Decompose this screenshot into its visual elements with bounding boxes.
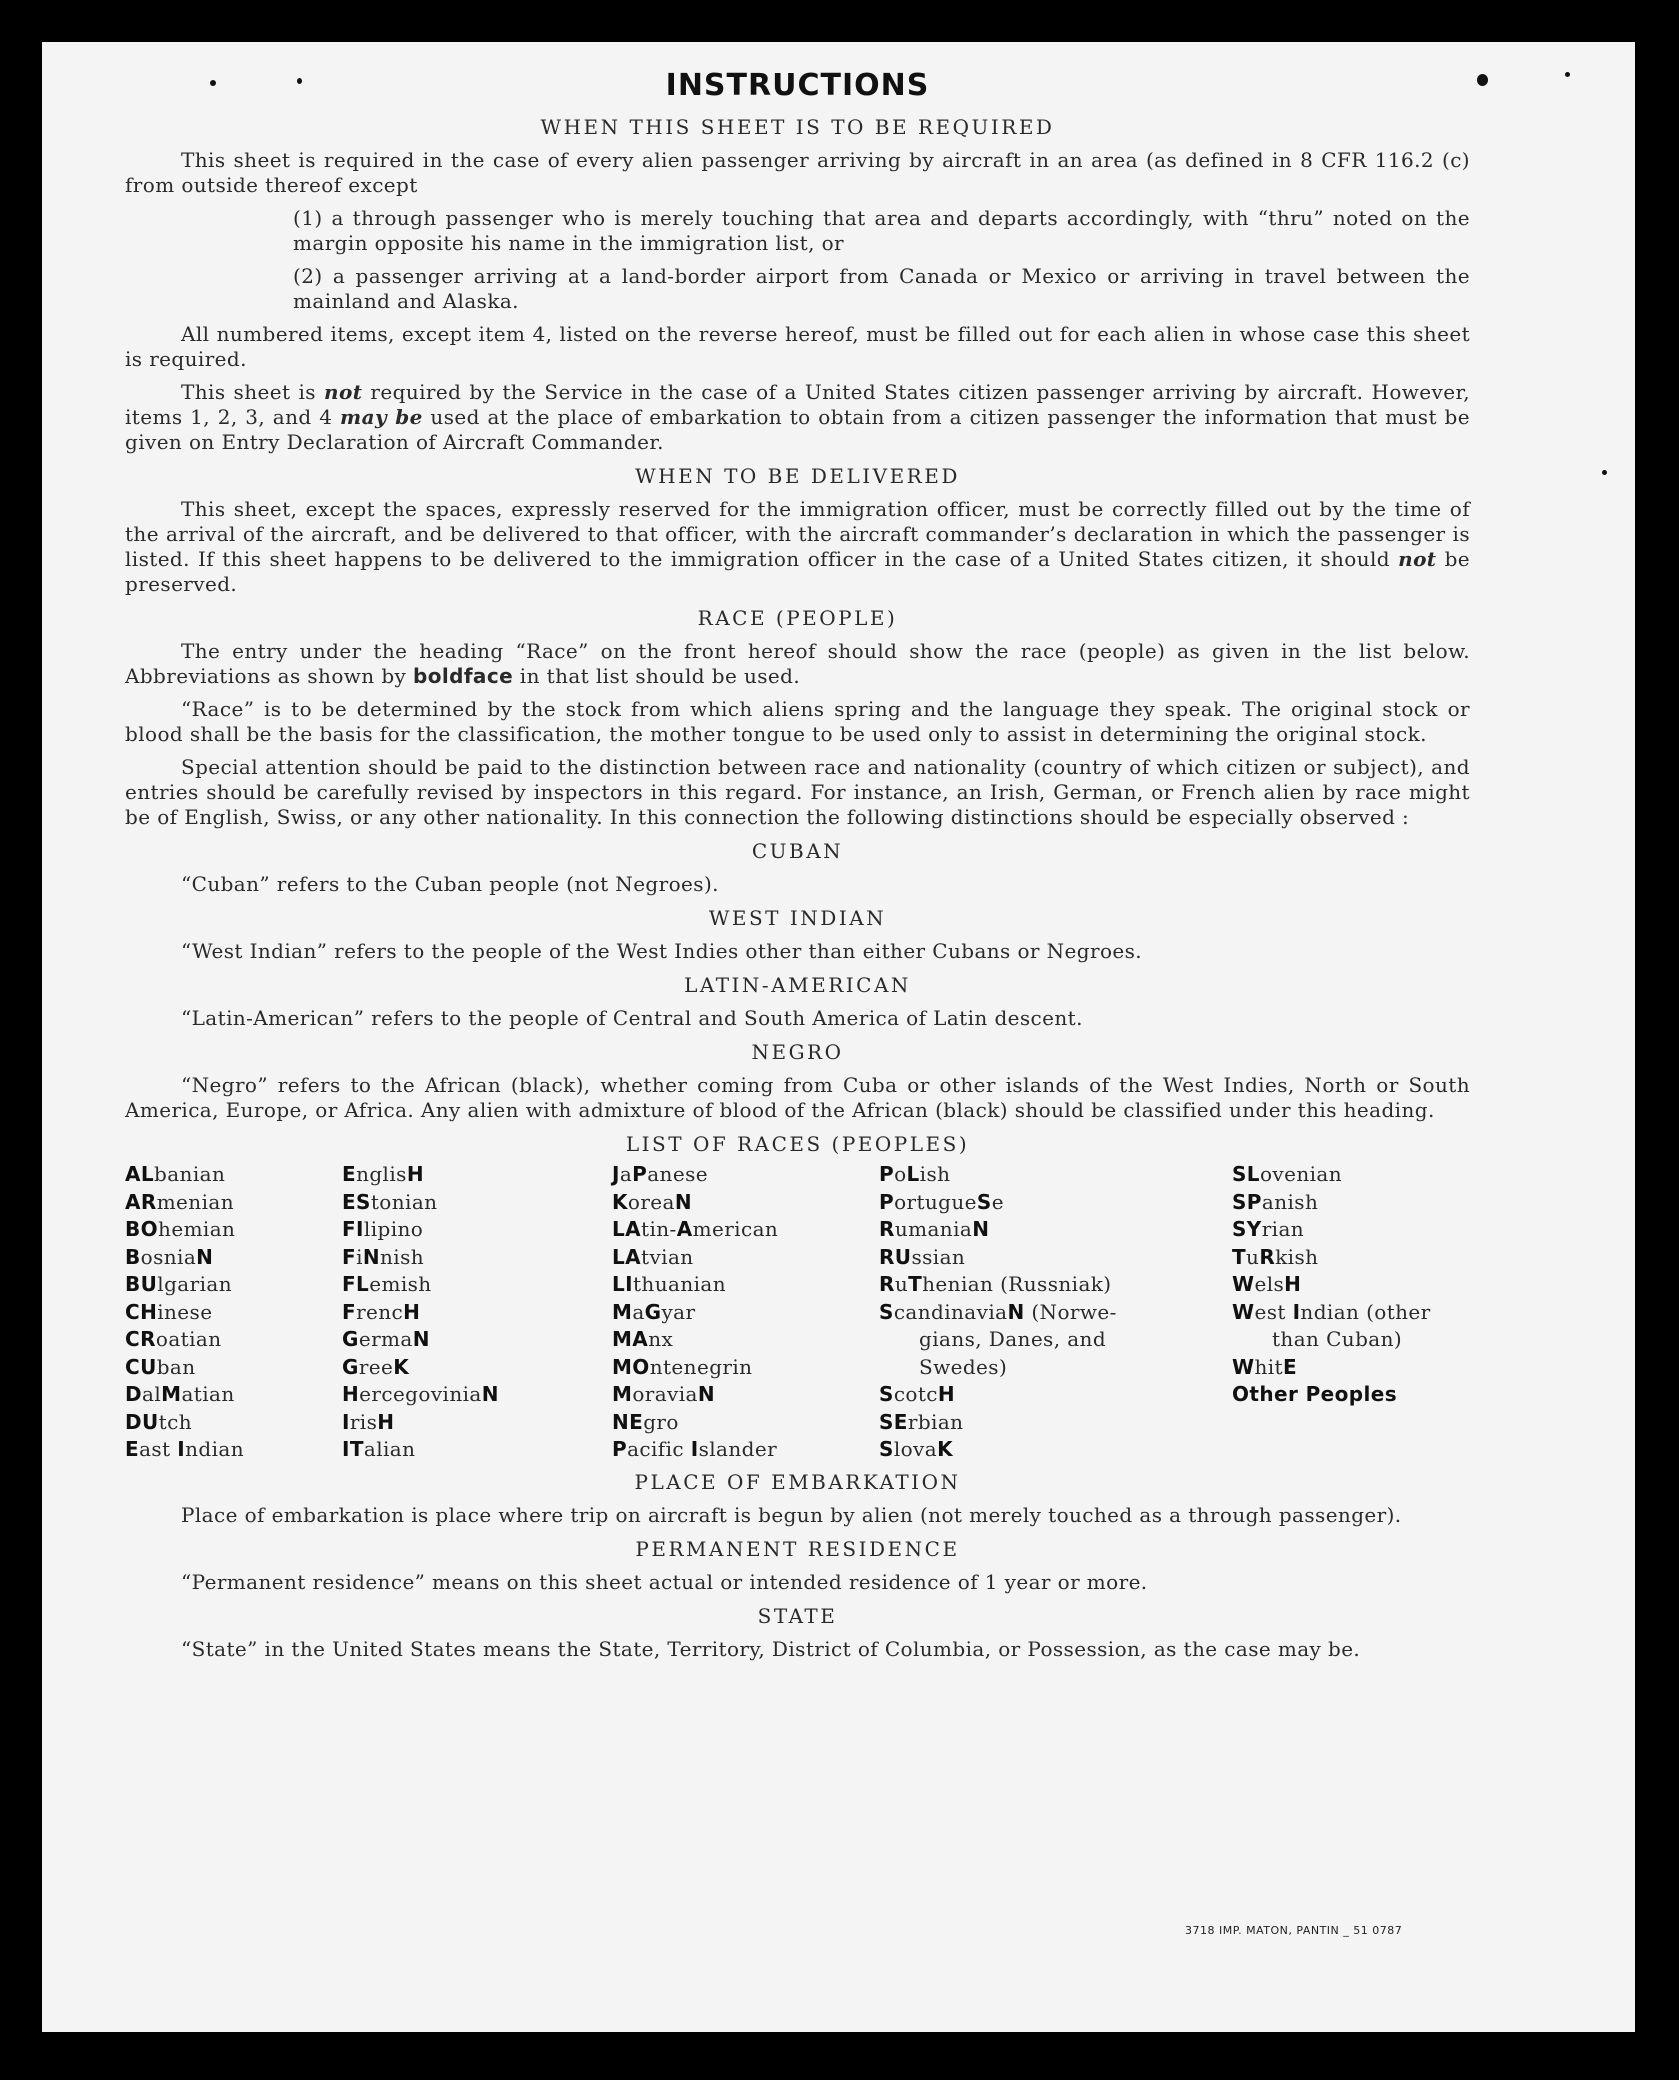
race-text: anish — [1261, 1189, 1319, 1214]
race-text: u — [894, 1272, 909, 1296]
race-text: ree — [358, 1354, 394, 1379]
race-text: a — [619, 1162, 633, 1186]
heading-west-indian: WEST INDIAN — [708, 906, 887, 930]
race-abbrev: H — [403, 1299, 421, 1324]
race-abbrev: BU — [125, 1272, 158, 1296]
races-column-2 — [342, 1161, 602, 1464]
race-abbrev: M — [161, 1382, 182, 1406]
race-entry — [342, 1244, 602, 1272]
when-required-intro: This sheet is required in the case of every alien passenger arriving by aircraft in an area (as defined in 8 CFR 116.2 (c) from outside thereof except — [125, 148, 1470, 197]
race-entry — [342, 1216, 602, 1244]
race-entry — [342, 1189, 602, 1217]
race-text: u — [1246, 1244, 1260, 1269]
race-abbrev: N — [362, 1244, 380, 1269]
west-indian-text: “West Indian” refers to the people of the West Indies other than either Cubans or Negroes. — [181, 939, 1143, 963]
race-abbrev: NE — [612, 1409, 644, 1434]
speck — [1477, 74, 1488, 86]
race-text: ovenian — [1259, 1162, 1343, 1186]
race-abbrev: G — [644, 1299, 662, 1324]
race-text: inese — [157, 1299, 213, 1324]
races-column-3 — [612, 1161, 872, 1464]
text-run: required by the Service in the case of a United States citizen passenger arriving by aircraft. However, items 1, 2, 3, and 4 — [125, 380, 1470, 429]
race-entry — [125, 1381, 335, 1409]
race-text: slander — [698, 1437, 778, 1461]
place-of-embarkation-text: Place of embarkation is place where trip on aircraft is begun by alien (not merely touched as a through passenger). — [181, 1503, 1402, 1527]
heading-when-required: WHEN THIS SHEET IS TO BE REQUIRED — [540, 115, 1055, 139]
race-entry — [342, 1381, 602, 1409]
race-abbrev: ES — [342, 1189, 371, 1214]
race-text: thuanian — [633, 1272, 727, 1296]
race-entry — [879, 1326, 1169, 1354]
race-entry — [342, 1161, 602, 1189]
heading-when-delivered: WHEN TO BE DELIVERED — [635, 464, 960, 488]
race-abbrev: F — [342, 1244, 357, 1269]
race-entry — [125, 1189, 335, 1217]
race-abbrev: CR — [125, 1327, 156, 1351]
heading-cuban: CUBAN — [751, 839, 844, 863]
race-entry — [125, 1244, 335, 1272]
race-text: osnia — [140, 1244, 197, 1269]
race-text: ast — [139, 1437, 178, 1461]
speck — [1565, 72, 1570, 77]
race-text: acific — [627, 1437, 691, 1461]
race-abbrev: H — [406, 1162, 424, 1186]
race-abbrev: N — [1007, 1299, 1025, 1324]
race-abbrev: R — [1259, 1244, 1276, 1269]
race-text: atian — [181, 1382, 235, 1406]
speck — [1602, 470, 1607, 475]
heading-race: RACE (PEOPLE) — [697, 606, 898, 630]
race-abbrev: FI — [342, 1217, 364, 1241]
when-delivered-para — [125, 497, 1470, 597]
race-entry — [612, 1299, 872, 1327]
race-para-1 — [125, 639, 1470, 689]
text-run: This sheet, except the spaces, expressly reserved for the immigration officer, must be correctly filled out by the time of the arrival of the aircraft, and be delivered to that officer, with the aircraft commander’s declaration in which the passenger is listed. If this sheet happens to be delivered to the immigration officer in the case of a United States citizen, it should — [125, 497, 1470, 571]
race-text: tin- — [641, 1217, 677, 1241]
emphasis-not: not — [1398, 547, 1437, 571]
heading-negro: NEGRO — [751, 1040, 844, 1064]
race-entry — [125, 1409, 335, 1437]
race-abbrev: P — [632, 1162, 648, 1186]
race-abbrev: SL — [1232, 1162, 1260, 1186]
race-text: tch — [158, 1409, 192, 1434]
race-entry — [342, 1354, 602, 1382]
race-abbrev: G — [342, 1327, 359, 1351]
race-abbrev: LA — [612, 1217, 642, 1241]
race-entry — [879, 1189, 1169, 1217]
race-text: umania — [894, 1217, 973, 1241]
race-text: emish — [369, 1272, 432, 1296]
race-abbrev: P — [879, 1189, 895, 1214]
heading-place-of-embarkation: PLACE OF EMBARKATION — [634, 1470, 961, 1494]
race-abbrev: I — [1292, 1299, 1301, 1324]
race-entry — [879, 1244, 1169, 1272]
race-text: ndian (other — [1300, 1299, 1431, 1324]
race-text: ish — [919, 1162, 951, 1186]
race-abbrev: S — [879, 1299, 894, 1324]
race-text: tvian — [641, 1244, 694, 1269]
race-text: Swedes) — [919, 1354, 1008, 1379]
race-entry — [125, 1436, 335, 1464]
race-abbrev: LA — [612, 1244, 642, 1269]
race-abbrev: T — [908, 1272, 923, 1296]
race-text: tonian — [370, 1189, 438, 1214]
race-text: rian — [1261, 1217, 1305, 1241]
emphasis-may-be: may be — [340, 405, 423, 429]
race-abbrev: IT — [342, 1437, 364, 1461]
heading-state: STATE — [757, 1604, 838, 1628]
race-abbrev: MO — [612, 1354, 650, 1379]
emphasis-not: not — [324, 380, 363, 404]
race-abbrev: W — [1232, 1272, 1255, 1296]
race-text: hemian — [158, 1217, 236, 1241]
race-text: nish — [380, 1244, 425, 1269]
heading-permanent-residence: PERMANENT RESIDENCE — [635, 1537, 960, 1561]
race-abbrev: FL — [342, 1272, 370, 1296]
race-entry — [1232, 1189, 1472, 1217]
latin-american-text: “Latin-American” refers to the people of Central and South America of Latin descent. — [181, 1006, 1083, 1030]
race-text: merican — [692, 1217, 779, 1241]
race-abbrev: AL — [125, 1162, 155, 1186]
race-abbrev: E — [125, 1437, 140, 1461]
race-abbrev: N — [196, 1244, 214, 1269]
race-abbrev: H — [1284, 1272, 1302, 1296]
race-text: lgarian — [157, 1272, 232, 1296]
races-column-4 — [879, 1161, 1169, 1464]
race-entry — [342, 1299, 602, 1327]
race-abbrev: AR — [125, 1189, 157, 1214]
race-abbrev: M — [612, 1299, 633, 1324]
race-entry — [879, 1354, 1169, 1382]
race-entry — [612, 1271, 872, 1299]
race-text: oatian — [155, 1327, 222, 1351]
page-title: INSTRUCTIONS — [665, 68, 930, 103]
race-entry — [612, 1326, 872, 1354]
race-abbrev: W — [1232, 1299, 1255, 1324]
race-text: orea — [627, 1189, 675, 1214]
permanent-residence-text: “Permanent residence” means on this sheet actual or intended residence of 1 year or more. — [181, 1570, 1148, 1594]
race-abbrev: R — [879, 1272, 895, 1296]
race-entry — [342, 1436, 602, 1464]
race-text: els — [1254, 1272, 1285, 1296]
when-required-para-2: All numbered items, except item 4, listed on the reverse hereof, must be filled out for each alien in whose case this sheet is required. — [125, 322, 1470, 371]
race-text: hit — [1254, 1354, 1283, 1379]
race-entry — [879, 1271, 1169, 1299]
race-entry — [612, 1244, 872, 1272]
race-text: est — [1254, 1299, 1293, 1324]
race-abbrev: H — [377, 1409, 395, 1434]
race-abbrev: K — [612, 1189, 628, 1214]
heading-list-of-races: LIST OF RACES (PEOPLES) — [625, 1132, 970, 1156]
race-entry — [612, 1189, 872, 1217]
race-text: o — [894, 1162, 907, 1186]
race-text: oravia — [632, 1382, 698, 1406]
race-abbrev: P — [612, 1437, 628, 1461]
race-abbrev: N — [412, 1327, 430, 1351]
race-abbrev: E — [1282, 1354, 1298, 1379]
race-abbrev: I — [342, 1409, 350, 1434]
race-text: kish — [1275, 1244, 1319, 1269]
race-text: anese — [647, 1162, 708, 1186]
text-run: This sheet is — [181, 380, 325, 404]
race-abbrev: DU — [125, 1409, 159, 1434]
race-text: ndian — [185, 1437, 244, 1461]
race-entry — [1232, 1381, 1472, 1409]
race-abbrev: W — [1232, 1354, 1255, 1379]
race-entry — [879, 1161, 1169, 1189]
race-entry — [612, 1409, 872, 1437]
race-abbrev: G — [342, 1354, 359, 1379]
race-text: rbian — [907, 1409, 964, 1434]
race-entry — [125, 1326, 335, 1354]
race-para-3: Special attention should be paid to the distinction between race and nationality (country of which citizen or subject), and entries should be carefully revised by inspectors in this regard. For instance, an Irish, German, or French alien by race might be of English, Swiss, or any other nationality. In this connection the following distinctions should be especially observed : — [125, 755, 1470, 829]
race-entry — [612, 1354, 872, 1382]
race-para-2: “Race” is to be determined by the stock from which aliens spring and the language they speak. The original stock or blood shall be the basis for the classification, the mother tongue to be used only to assist in determining the original stock. — [125, 697, 1470, 746]
race-text: i — [356, 1244, 363, 1269]
race-text: alian — [363, 1437, 416, 1461]
race-abbrev: Other Peoples — [1232, 1382, 1397, 1406]
race-text: erma — [358, 1327, 413, 1351]
text-run: be preserved. — [125, 547, 1471, 596]
race-entry — [1232, 1244, 1472, 1272]
race-abbrev: M — [612, 1382, 633, 1406]
race-text: renc — [356, 1299, 404, 1324]
race-entry — [879, 1436, 1169, 1464]
race-text: banian — [154, 1162, 226, 1186]
race-abbrev: S — [879, 1382, 894, 1406]
race-abbrev: N — [697, 1382, 715, 1406]
race-text: ercegovinia — [359, 1382, 482, 1406]
race-text: e — [991, 1189, 1004, 1214]
race-entry — [125, 1161, 335, 1189]
text-run: used at the place of embarkation to obtain from a citizen passenger the information that must be given on Entry Declaration of Aircraft Commander. — [125, 405, 1470, 454]
race-abbrev: H — [937, 1382, 956, 1406]
race-text: menian — [156, 1189, 234, 1214]
races-column-1 — [125, 1161, 335, 1464]
race-entry — [125, 1271, 335, 1299]
race-abbrev: D — [125, 1382, 143, 1406]
race-entry — [342, 1271, 602, 1299]
race-abbrev: SE — [879, 1409, 908, 1434]
race-text: henian (Russniak) — [922, 1272, 1112, 1296]
race-text: (Norwe- — [1024, 1299, 1117, 1324]
races-column-5 — [1232, 1161, 1472, 1409]
race-abbrev: E — [342, 1162, 357, 1186]
text-run: The entry under the heading “Race” on the front hereof should show the race (people) as given in the list below. Abbreviations as shown by — [125, 639, 1470, 688]
race-text: ortugue — [894, 1189, 977, 1214]
race-abbrev: R — [879, 1217, 895, 1241]
race-abbrev: B — [125, 1244, 141, 1269]
race-entry — [879, 1216, 1169, 1244]
race-abbrev: H — [342, 1382, 360, 1406]
when-required-para-3 — [125, 380, 1470, 455]
race-abbrev: J — [612, 1162, 620, 1186]
race-text: ssian — [911, 1244, 966, 1269]
race-entry — [879, 1381, 1169, 1409]
race-abbrev: A — [676, 1217, 693, 1241]
race-abbrev: LI — [612, 1272, 633, 1296]
race-text: cotc — [893, 1382, 938, 1406]
race-text: nx — [648, 1327, 674, 1351]
race-abbrev: BO — [125, 1217, 159, 1241]
race-abbrev: K — [393, 1354, 410, 1379]
race-text: al — [142, 1382, 162, 1406]
race-abbrev: SP — [1232, 1189, 1262, 1214]
race-text: lova — [893, 1437, 938, 1461]
race-entry — [1232, 1326, 1472, 1354]
race-abbrev: N — [674, 1189, 693, 1214]
printer-imprint: 3718 IMP. MATON, PANTIN _ 51 0787 — [1185, 1924, 1403, 1937]
race-entry — [342, 1326, 602, 1354]
race-abbrev: P — [879, 1162, 895, 1186]
when-required-item-2: (2) a passenger arriving at a land-border airport from Canada or Mexico or arriving in travel between the mainland and Alaska. — [293, 264, 1470, 313]
race-text: candinavia — [893, 1299, 1008, 1324]
negro-text: “Negro” refers to the African (black), whether coming from Cuba or other islands of the West Indies, North or South America, Europe, or Africa. Any alien with admixture of blood of the African (black) should be classified under this heading. — [125, 1073, 1470, 1122]
race-text: than Cuban) — [1272, 1327, 1403, 1351]
race-entry — [612, 1216, 872, 1244]
race-abbrev: RU — [879, 1244, 912, 1269]
race-entry — [1232, 1216, 1472, 1244]
race-abbrev: S — [879, 1437, 894, 1461]
boldface-word: boldface — [413, 664, 514, 688]
race-abbrev: F — [342, 1299, 357, 1324]
race-abbrev: CH — [125, 1299, 158, 1324]
race-text: yar — [661, 1299, 696, 1324]
race-entry — [879, 1299, 1169, 1327]
race-text: ris — [349, 1409, 378, 1434]
race-entry — [125, 1216, 335, 1244]
race-text: lipino — [363, 1217, 424, 1241]
race-entry — [125, 1354, 335, 1382]
race-abbrev: SY — [1232, 1217, 1262, 1241]
instructions-content — [125, 66, 1470, 1670]
race-abbrev: S — [976, 1189, 992, 1214]
race-text: ntenegrin — [649, 1354, 753, 1379]
races-list — [125, 1161, 1470, 1461]
race-abbrev: I — [690, 1437, 699, 1461]
race-abbrev: L — [906, 1162, 920, 1186]
race-entry — [125, 1299, 335, 1327]
race-entry — [1232, 1271, 1472, 1299]
race-entry — [1232, 1299, 1472, 1327]
race-entry — [1232, 1161, 1472, 1189]
heading-latin-american: LATIN-AMERICAN — [684, 973, 911, 997]
race-abbrev: MA — [612, 1327, 649, 1351]
race-abbrev: N — [481, 1382, 499, 1406]
cuban-text: “Cuban” refers to the Cuban people (not Negroes). — [181, 872, 719, 896]
race-abbrev: I — [177, 1437, 186, 1461]
race-text: gians, Danes, and — [919, 1327, 1107, 1351]
race-text: gro — [643, 1409, 679, 1434]
race-text: nglis — [356, 1162, 407, 1186]
race-text: a — [632, 1299, 645, 1324]
when-required-item-1: (1) a through passenger who is merely touching that area and departs accordingly, with “thru” noted on the margin opposite his name in the immigration list, or — [293, 206, 1470, 255]
race-entry — [612, 1381, 872, 1409]
race-entry — [342, 1409, 602, 1437]
race-entry — [612, 1436, 872, 1464]
race-entry — [612, 1161, 872, 1189]
race-entry — [879, 1409, 1169, 1437]
race-entry — [1232, 1354, 1472, 1382]
race-abbrev: K — [937, 1437, 953, 1461]
race-abbrev: CU — [125, 1354, 157, 1379]
race-abbrev: N — [972, 1217, 990, 1241]
race-text: ban — [156, 1354, 196, 1379]
text-run: in that list should be used. — [513, 664, 801, 688]
race-abbrev: T — [1232, 1244, 1247, 1269]
state-text: “State” in the United States means the State, Territory, District of Columbia, or Possession, as the case may be. — [181, 1637, 1361, 1661]
